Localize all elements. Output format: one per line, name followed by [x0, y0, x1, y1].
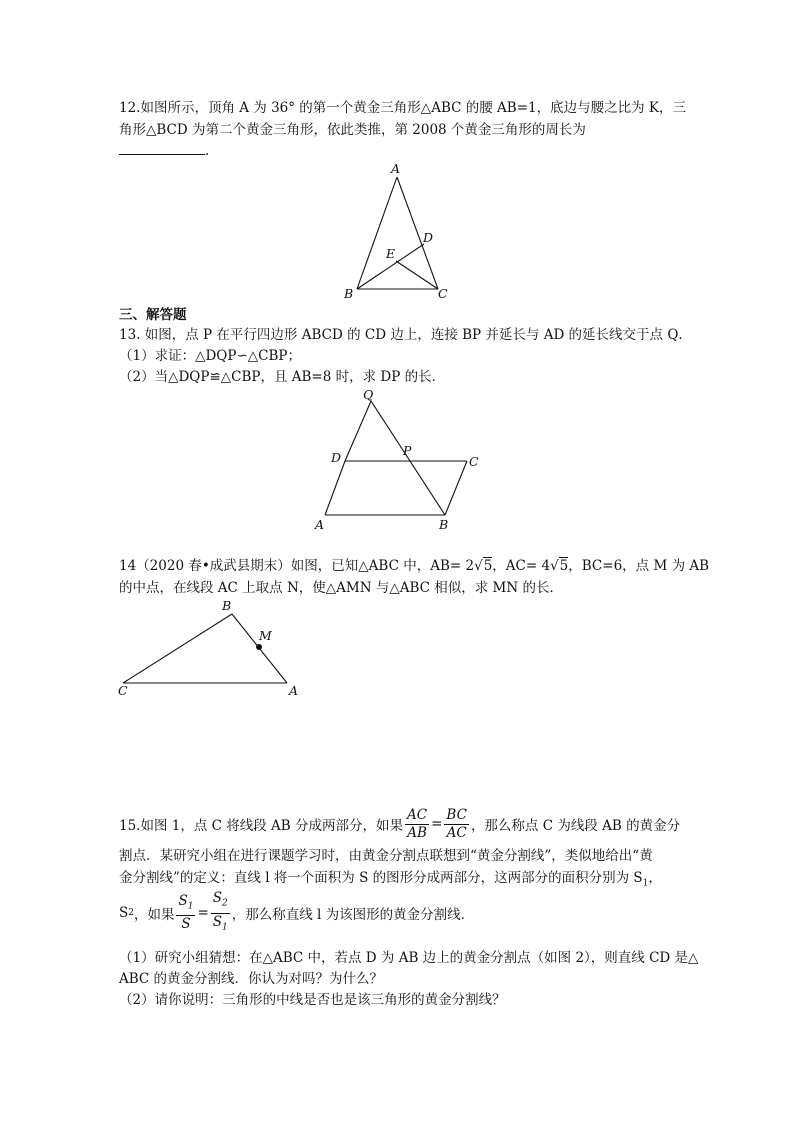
label-B: B	[222, 598, 232, 613]
segment-BC	[123, 614, 232, 683]
q15-question2: （2）请你说明：三角形的中线是否也是该三角形的黄金分割线？	[119, 992, 506, 1008]
label-P: P	[403, 443, 412, 458]
frac-numerator: $S_2$	[211, 890, 230, 914]
segment-QB	[371, 401, 445, 515]
q12-golden-triangle-figure	[330, 160, 470, 305]
label-B: B	[439, 517, 449, 532]
q13-part1: （1）求证：△DQP∽△CBP；	[119, 348, 301, 364]
q15-line3b: ，	[648, 870, 662, 886]
segment-CE	[396, 261, 438, 289]
q15-l4b: ，如果	[133, 907, 175, 923]
q14-sqrt2: 5	[559, 558, 569, 574]
fraction-s1-s	[176, 893, 195, 934]
label-D: D	[331, 450, 342, 465]
q15-l1b: ，那么称点 C 为线段 AB 的黄金分	[470, 818, 681, 834]
q15-question1-line1: （1）研究小组猜想：在△ABC 中，若点 D 为 AB 边上的黄金分割点（如图 2），则直线 CD 是△	[119, 950, 699, 966]
subscript: 2	[128, 908, 134, 918]
label-C: C	[438, 286, 448, 301]
q14-part3: ，BC=6，点 M 为 AB	[568, 558, 710, 574]
frac-numerator: AC	[407, 806, 428, 823]
frac-denominator: AB	[407, 824, 427, 841]
frac-denominator: S	[181, 916, 191, 933]
q15-line3a: 金分割线”的定义：直线 l 将一个面积为 S 的图形分成两部分，这两部分的面积分别为 S	[119, 870, 643, 886]
frac-denominator: $S_1$	[212, 913, 228, 933]
label-D: D	[423, 230, 434, 245]
fraction-bc-ac	[444, 807, 469, 842]
segment-DQ	[345, 401, 371, 461]
frac-numerator: BC	[446, 806, 467, 823]
label-A: A	[289, 683, 299, 698]
label-E: E	[386, 246, 396, 261]
point-M	[256, 644, 262, 650]
q15-text-line1	[119, 804, 680, 844]
q14-part1: 14（2020 春•成武县期末）如图，已知△ABC 中，AB= 2	[119, 558, 475, 574]
sqrt-sign: √	[550, 558, 559, 574]
answer-blank-line	[119, 140, 205, 155]
equals-sign: =	[197, 905, 209, 921]
label-A: A	[315, 517, 325, 532]
section-title: 三、解答题	[119, 307, 187, 323]
sqrt-sign: √	[474, 558, 483, 574]
q15-l4c: ，那么称直线 l 为该图形的黄金分割线．	[231, 907, 475, 923]
q12-answer-blank	[119, 140, 209, 161]
label-C: C	[118, 683, 128, 698]
q14-text-line1	[119, 556, 709, 576]
q15-text-line4	[119, 889, 475, 933]
equals-sign: =	[431, 816, 443, 832]
fraction-ac-ab	[405, 807, 429, 842]
q13-parallelogram-figure	[305, 388, 495, 533]
frac-numerator: $S_1$	[176, 893, 195, 917]
segment-CB	[445, 461, 467, 515]
q13-part2: （2）当△DQP≌△CBP，且 AB=8 时，求 DP 的长．	[119, 369, 446, 385]
q15-question1-line2: ABC 的黄金分割线．你认为对吗？为什么？	[119, 971, 384, 987]
label-A: A	[391, 161, 401, 176]
q12-text-line2: 角形△BCD 为第二个黄金三角形，依此类推，第 2008 个黄金三角形的周长为	[119, 122, 586, 138]
q12-period: .	[205, 143, 210, 159]
segment-AB	[357, 177, 397, 289]
q14-text-line2: 的中点，在线段 AC 上取点 N，使△AMN 与△ABC 相似，求 MN 的长．	[119, 580, 563, 596]
label-C: C	[469, 454, 479, 469]
q15-l1a: 15.如图 1，点 C 将线段 AB 分成两部分，如果	[119, 818, 404, 834]
q14-sqrt1: 5	[483, 558, 493, 574]
q15-text-line3	[119, 868, 662, 894]
segment-AD	[325, 461, 345, 515]
q15-text-line2: 割点．某研究小组在进行课题学习时，由黄金分割点联想到“黄金分割线”，类似地给出“黄	[119, 848, 653, 864]
q13-text-line1: 13. 如图，点 P 在平行四边形 ABCD 的 CD 边上，连接 BP 并延长与 AD 的延长线交于点 Q．	[119, 327, 692, 343]
q15-l4a: S	[119, 905, 129, 921]
label-M: M	[259, 628, 272, 643]
q14-triangle-figure	[110, 596, 320, 698]
label-Q: Q	[363, 388, 374, 402]
q12-text-line1: 12.如图所示，顶角 A 为 36° 的第一个黄金三角形△ABC 的腰 AB=1，底边与腰之比为 K，三	[119, 100, 686, 116]
frac-denominator: AC	[446, 824, 467, 841]
label-B: B	[344, 286, 354, 301]
fraction-s2-s1	[211, 890, 230, 936]
subscript: 1	[642, 878, 649, 889]
q14-part2: ，AC= 4	[492, 558, 551, 574]
